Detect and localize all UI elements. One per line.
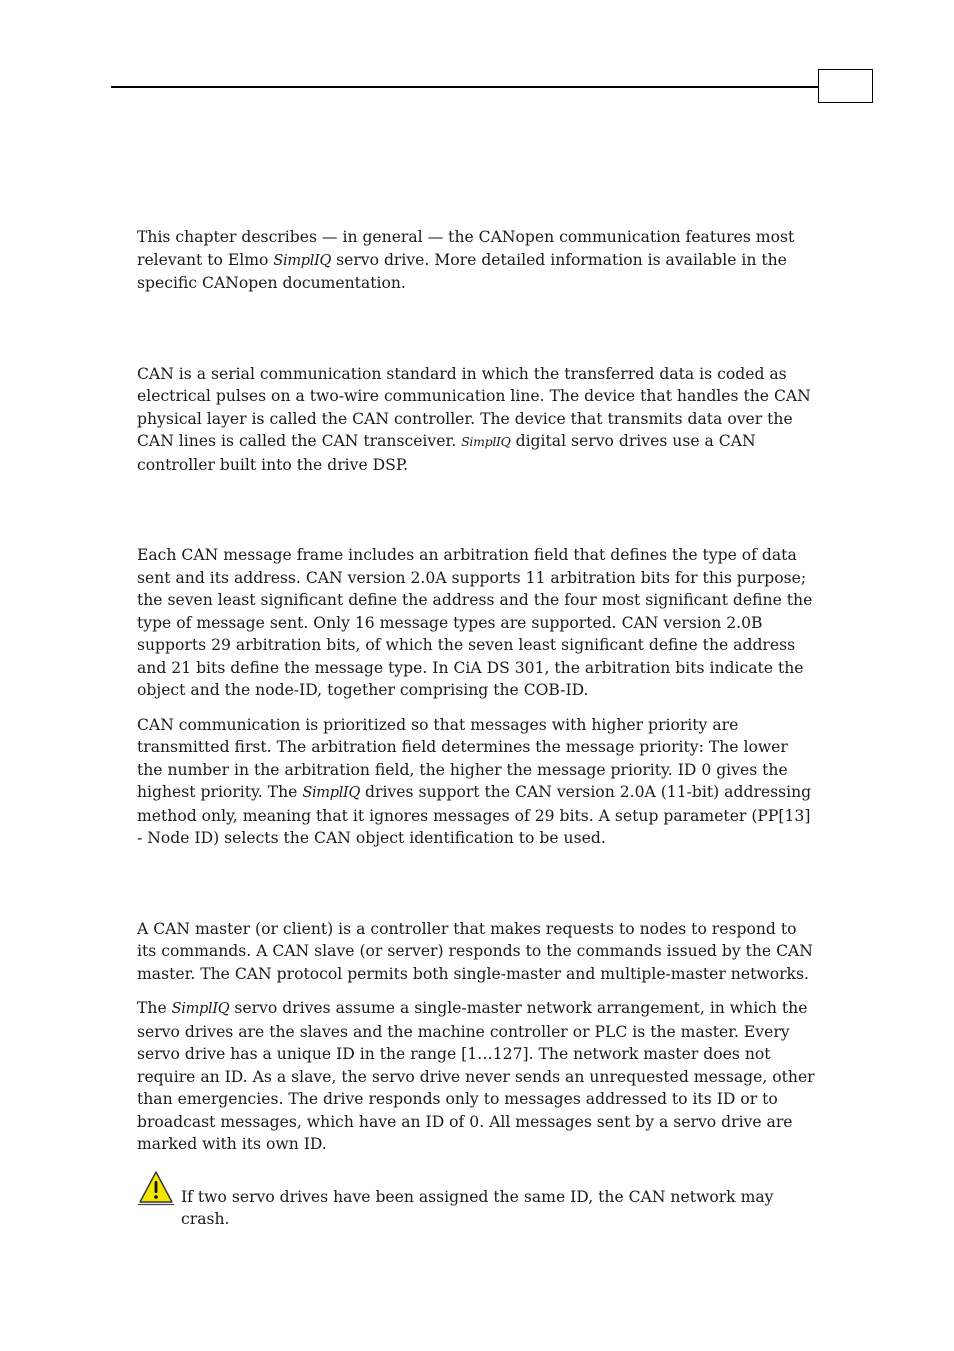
master-slave-paragraph: A CAN master (or client) is a controller that makes requests to nodes to respond to its commands. A CAN slave (or server) responds to the commands issued by the CAN master. The CAN protocol permits both single-master and multiple-master networks. bbox=[137, 919, 813, 983]
page-number-box bbox=[818, 69, 873, 103]
header-rule bbox=[111, 86, 819, 88]
arbitration-paragraph: Each CAN message frame includes an arbitration field that defines the type of data sent and its address. CAN version 2.0A supports 11 arbitration bits for this purpose; the seven least significant define the address and the four most significant define the type of message sent. Only 16 message types are supported. CAN version 2.0B supports 29 arbitration bits, of which the seven least significant define the address and 21 bits define the message type. In CiA DS 301, the arbitration bits indicate the object and the node-ID, together comprising the COB-ID. bbox=[137, 546, 813, 699]
text-run: CAN is a serial communication standard in which the transferred data is coded as electrical pulses on a two-wire communication line. The device that handles the CAN physical layer is called the CAN controller. The device that transmits data over the CAN lines is called the CAN transceiver. bbox=[137, 364, 811, 450]
warning-note bbox=[137, 1170, 817, 1231]
text-run: CAN communication is prioritized so that messages with higher priority are transmitted first. The arbitration field determines the message priority: The lower the number in the arbitration field, the higher the message priority. ID 0 gives the highest priority. The bbox=[137, 715, 788, 801]
text-run: digital servo drives use a CAN controller built into the drive DSP. bbox=[137, 432, 756, 474]
document-body bbox=[137, 226, 817, 1231]
text-run: servo drives assume a single-master network arrangement, in which the servo drives are the slaves and the machine controller or PLC is the master. Every servo drive has a unique ID in the range [1…127]. The network master does not require an ID. As a slave, the servo drive never sends an unrequested message, other than emergencies. The drive responds only to messages addressed to its ID or to broadcast messages, which have an ID of 0. All messages sent by a servo drive are marked with its own ID. bbox=[137, 999, 815, 1153]
text-run: servo drive. More detailed information is available in the specific CANopen documentation. bbox=[137, 250, 787, 292]
brand-name: SimplIQ bbox=[302, 785, 361, 801]
text-run: The bbox=[137, 999, 172, 1017]
warning-icon bbox=[137, 1170, 175, 1206]
can-overview-paragraph bbox=[137, 363, 817, 477]
text-run: This chapter describes — in general — the CANopen communication features most relevant to Elmo bbox=[137, 228, 795, 269]
priority-paragraph bbox=[137, 714, 817, 850]
intro-paragraph bbox=[137, 226, 817, 295]
warning-text: If two servo drives have been assigned the same ID, the CAN network may crash. bbox=[181, 1187, 774, 1228]
text-run: drives support the CAN version 2.0A (11-bit) addressing method only, meaning that it ignores messages of 29 bits. A setup parameter (PP[13] - Node ID) selects the CAN object identification to be used. bbox=[137, 783, 812, 847]
brand-name: SimplIQ bbox=[273, 252, 332, 269]
brand-name: SimplIQ bbox=[171, 1001, 230, 1017]
network-arrangement-paragraph bbox=[137, 997, 817, 1156]
brand-name: SimplIQ bbox=[461, 434, 511, 449]
